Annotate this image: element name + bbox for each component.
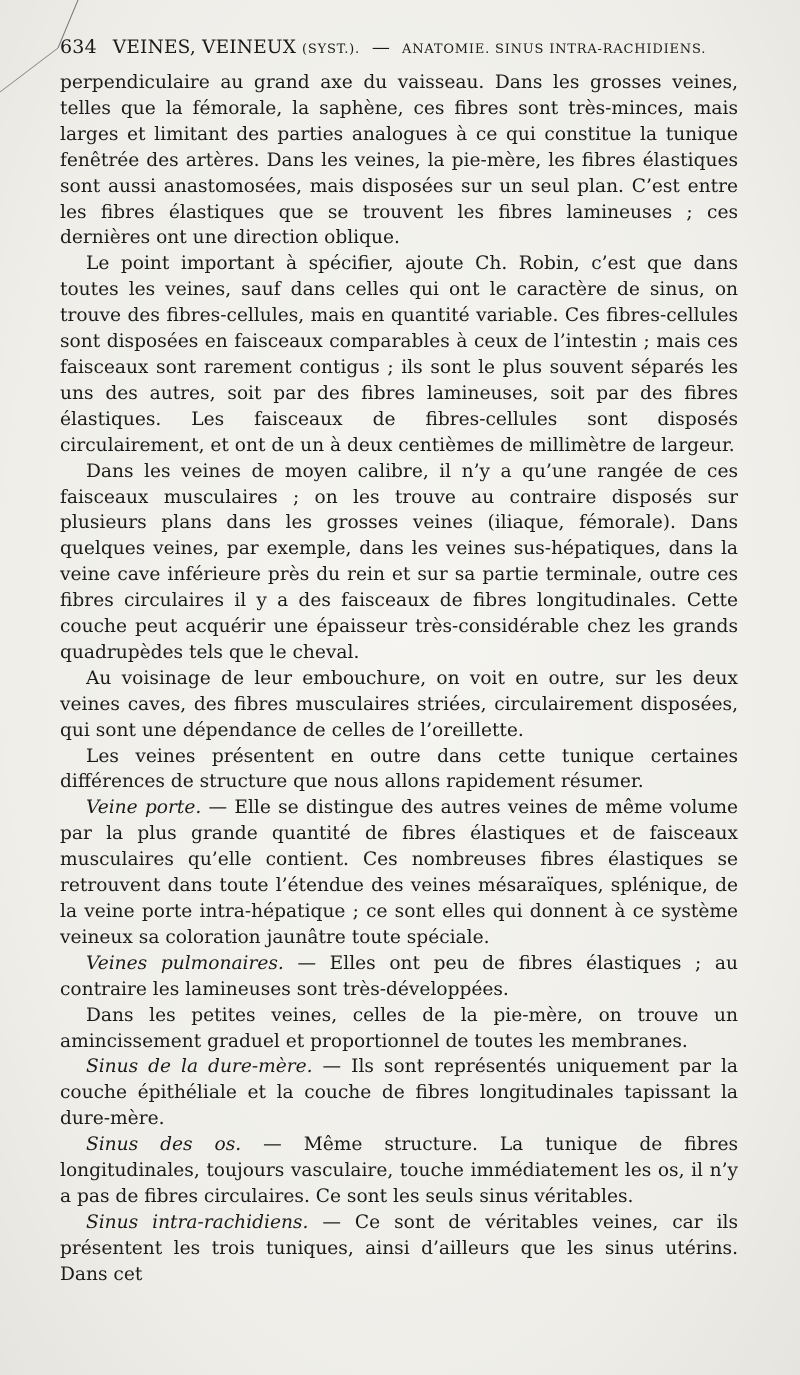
body-text <box>60 70 738 1288</box>
paragraph: Dans les petites veines, celles de la pie-mère, on trouve un amincissement graduel et proportionnel de toutes les membranes. <box>60 1004 738 1052</box>
header-abbr: (SYST.). <box>302 42 360 57</box>
header-title: VEINES, VEINEUX <box>112 37 297 58</box>
paragraph: perpendiculaire au grand axe du vaisseau. Dans les grosses veines, telles que la fémorale, la saphène, ces fibres sont très-minces, mais larges et limitant des parties analogues à ce qui constitue la tunique fenêtrée des artères. Dans les veines, la pie-mère, les fibres élastiques sont aussi anastomosées, mais disposées sur un seul plan. C’est entre les fibres élastiques que se trouvent les fibres lamineuses ; ces dernières ont une direction oblique. <box>60 72 738 249</box>
page-number: 634 <box>60 36 97 58</box>
paragraph-sinus-dure-mere: Sinus de la dure-mère. — Ils sont représentés uniquement par la couche épithéliale et la couche de fibres longitudinales tapissant la dure-mère. <box>60 1056 738 1130</box>
paragraph-sinus-des-os: Sinus des os. — Même structure. La tunique de fibres longitudinales, toujours vasculaire, touche immédiatement les os, il n’y a pas de fibres circulaires. Ce sont les seuls sinus véritables. <box>60 1134 739 1207</box>
section-heading: Veines pulmonaires. <box>86 952 284 974</box>
paragraph-veine-porte: Veine porte. — Elle se distingue des autres veines de même volume par la plus grande quantité de fibres élastiques et de faisceaux musculaires qu’elle contient. Ces nombreuses fibres élastiques se retrouvent dans toute l’étendue des veines mésaraïques, splénique, de la veine porte intra-hépatique ; ce sont elles qui donnent à ce système veineux sa coloration jaunâtre toute spéciale. <box>60 797 738 948</box>
paragraph: Les veines présentent en outre dans cette tunique certaines différences de structure que nous allons rapidement résumer. <box>60 745 738 793</box>
paragraph-sinus-intra-rachidiens: Sinus intra-rachidiens. — Ce sont de véritables veines, car ils présentent les trois tuniques, ainsi d’ailleurs que les sinus utérins. Dans cet <box>60 1211 739 1285</box>
header-dash: — <box>371 37 391 58</box>
section-heading: Sinus des os. <box>86 1134 242 1156</box>
paragraph-veines-pulmonaires: Veines pulmonaires. — Elles ont peu de fibres élastiques ; au contraire les lamineuses sont très-développées. <box>60 952 738 1000</box>
section-heading: Veine porte. <box>86 797 202 819</box>
paragraph: Le point important à spécifier, ajoute Ch. Robin, c’est que dans toutes les veines, sauf dans celles qui ont le caractère de sinus, on trouve des fibres-cellules, mais en quantité variable. Ces fibres-cellules sont disposées en faisceaux comparables à ceux de l’intestin ; mais ces faisceaux sont rarement contigus ; ils sont le plus souvent séparés les uns des autres, soit par des fibres lamineuses, soit par des fibres élastiques. Les faisceaux de fibres-cellules sont disposés circulairement, et ont de un à deux centièmes de millimètre de largeur. <box>60 253 738 456</box>
paragraph: Dans les veines de moyen calibre, il n’y a qu’une rangée de ces faisceaux musculaires ; on les trouve au contraire disposés sur plusieurs plans dans les grosses veines (iliaque, fémorale). Dans quelques veines, par exemple, dans les veines sus-hépatiques, dans la veine cave inférieure près du rein et sur sa partie terminale, outre ces fibres circulaires il y a des faisceaux de fibres longitudinales. Cette couche peut acquérir une épaisseur très-considérable chez les grands quadrupèdes tels que le cheval. <box>60 460 738 663</box>
paragraph: Au voisinage de leur embouchure, on voit en outre, sur les deux veines caves, des fibres musculaires striées, circulairement disposées, qui sont une dépendance de celles de l’oreillette. <box>60 667 738 741</box>
header-section: ANATOMIE. SINUS INTRA-RACHIDIENS. <box>402 42 707 57</box>
section-heading: Sinus de la dure-mère. <box>86 1056 313 1078</box>
section-heading: Sinus intra-rachidiens. <box>86 1211 309 1233</box>
running-header <box>60 36 750 58</box>
